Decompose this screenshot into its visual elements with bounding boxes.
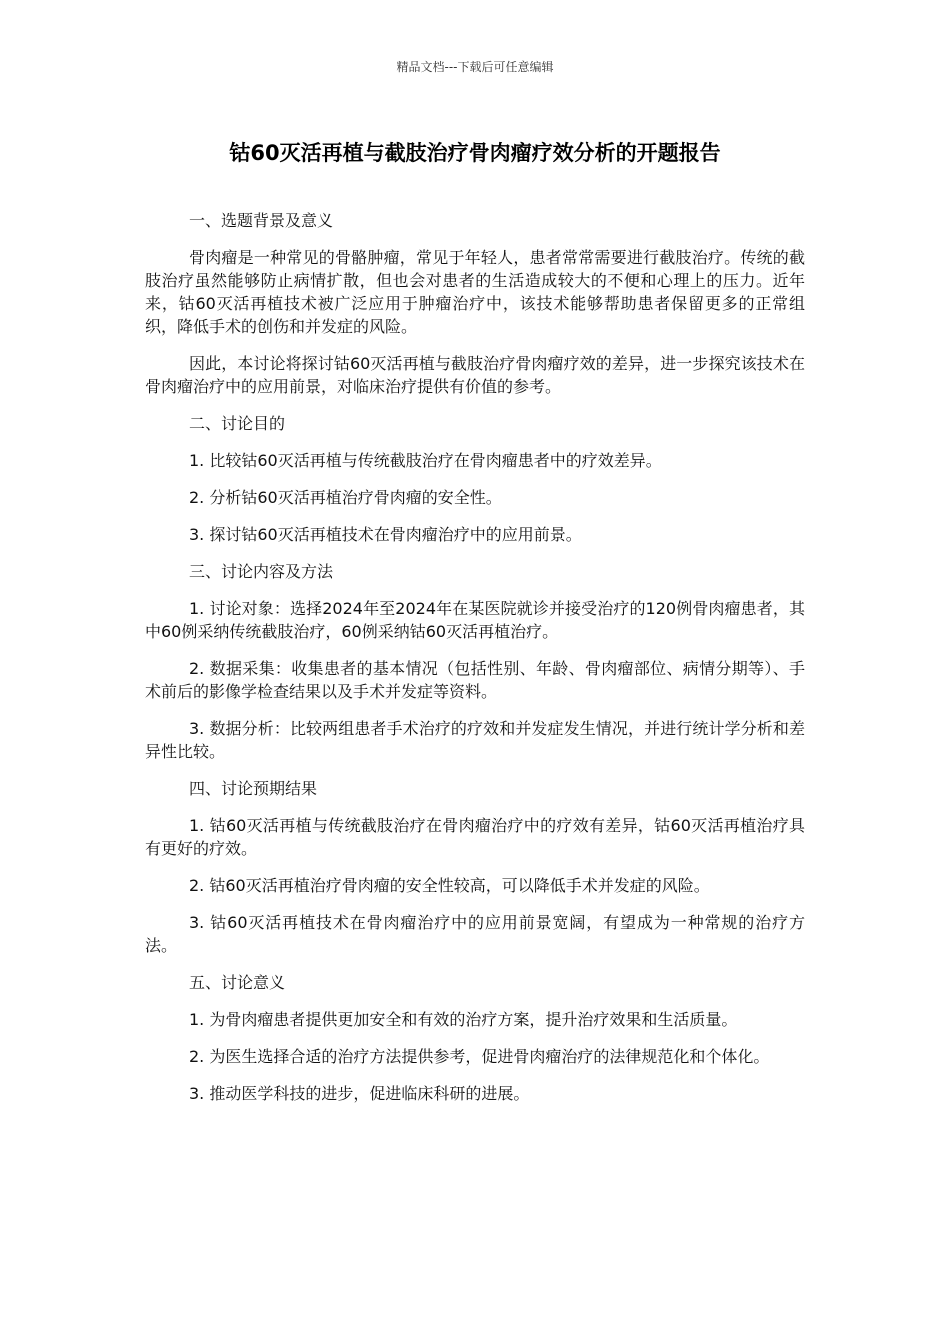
significance-item-2: 2. 为医生选择合适的治疗方法提供参考，促进骨肉瘤治疗的法律规范化和个体化。 bbox=[189, 1047, 770, 1066]
document-body bbox=[145, 209, 805, 1119]
significance-item-1: 1. 为骨肉瘤患者提供更加安全和有效的治疗方案，提升治疗效果和生活质量。 bbox=[189, 1010, 738, 1029]
results-item-3: 3. 钴60灭活再植技术在骨肉瘤治疗中的应用前景宽阔，有望成为一种常规的治疗方法。 bbox=[145, 913, 805, 955]
section-heading-purpose: 二、讨论目的 bbox=[189, 414, 286, 433]
significance-item-3: 3. 推动医学科技的进步，促进临床科研的进展。 bbox=[189, 1084, 530, 1103]
section-heading-significance: 五、讨论意义 bbox=[189, 973, 286, 992]
paragraph-background-1: 骨肉瘤是一种常见的骨骼肿瘤，常见于年轻人，患者常常需要进行截肢治疗。传统的截肢治疗虽然能够防止病情扩散，但也会对患者的生活造成较大的不便和心理上的压力。近年来，钴60灭活再植技术被广泛应用于肿瘤治疗中，该技术能够帮助患者保留更多的正常组织，降低手术的创伤和并发症的风险。 bbox=[145, 248, 805, 336]
purpose-item-1: 1. 比较钴60灭活再植与传统截肢治疗在骨肉瘤患者中的疗效差异。 bbox=[189, 451, 662, 470]
purpose-item-3: 3. 探讨钴60灭活再植技术在骨肉瘤治疗中的应用前景。 bbox=[189, 525, 582, 544]
page-header: 精品文档---下载后可任意编辑 bbox=[396, 60, 554, 74]
document-title: 钴60灭活再植与截肢治疗骨肉瘤疗效分析的开题报告 bbox=[229, 141, 721, 165]
methods-item-2: 2. 数据采集：收集患者的基本情况（包括性别、年龄、骨肉瘤部位、病情分期等）、手术前后的影像学检查结果以及手术并发症等资料。 bbox=[145, 659, 805, 701]
section-heading-expected-results: 四、讨论预期结果 bbox=[189, 779, 318, 798]
results-item-2: 2. 钴60灭活再植治疗骨肉瘤的安全性较高，可以降低手术并发症的风险。 bbox=[189, 876, 710, 895]
methods-item-3: 3. 数据分析：比较两组患者手术治疗的疗效和并发症发生情况，并进行统计学分析和差异性比较。 bbox=[145, 719, 805, 761]
purpose-item-2: 2. 分析钴60灭活再植治疗骨肉瘤的安全性。 bbox=[189, 488, 502, 507]
results-item-1: 1. 钴60灭活再植与传统截肢治疗在骨肉瘤治疗中的疗效有差异，钴60灭活再植治疗具有更好的疗效。 bbox=[145, 816, 805, 858]
section-heading-background: 一、选题背景及意义 bbox=[189, 211, 334, 230]
paragraph-background-2: 因此，本讨论将探讨钴60灭活再植与截肢治疗骨肉瘤疗效的差异，进一步探究该技术在骨肉瘤治疗中的应用前景，对临床治疗提供有价值的参考。 bbox=[145, 354, 805, 396]
methods-item-1: 1. 讨论对象：选择2024年至2024年在某医院就诊并接受治疗的120例骨肉瘤患者，其中60例采纳传统截肢治疗，60例采纳钴60灭活再植治疗。 bbox=[145, 599, 805, 641]
section-heading-methods: 三、讨论内容及方法 bbox=[189, 562, 334, 581]
